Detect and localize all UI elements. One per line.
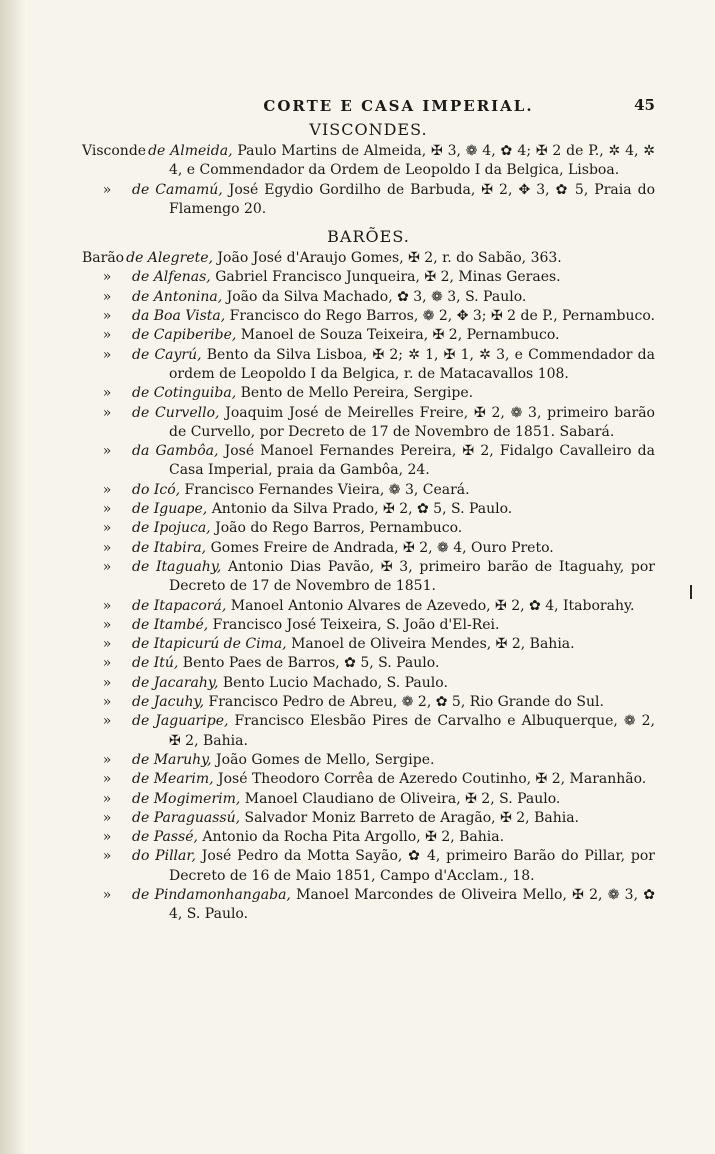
title-name: de Itapicurú de Cima, [132,636,287,653]
list-item [82,181,655,220]
title-name: do Pillar, [132,848,196,865]
ditto-mark: » [102,848,112,865]
list-item [82,616,655,635]
list-item [82,249,655,268]
ditto-mark: » [102,308,112,325]
entry-text: Francisco José Teixeira, S. João d'El-Rei. [208,616,500,633]
page-number: 45 [634,96,655,114]
entry-text: Francisco Elesbão Pires de Carvalho e Albuquerque, ❁ 2, ✠ 2, Bahia. [169,713,655,749]
ditto-mark: » [102,539,112,556]
ditto-mark: » [102,597,112,614]
title-name: de Capiberibe, [132,327,237,344]
entry-text: José Egydio Gordilho de Barbuda, ✠ 2, ✥ 3, ✿ 5, Praia do Flamengo 20. [169,181,655,217]
entry-text: Gabriel Francisco Junqueira, ✠ 2, Minas Geraes. [210,269,561,286]
title-name: de Maruhy, [132,751,212,768]
ditto-mark: » [102,288,112,305]
entry-text: Joaquim José de Meirelles Freire, ✠ 2, ❁ 3, primeiro barão de Curvello, por Decreto de 17 de Novembro de 1851. Sabará. [169,404,655,440]
title-name: de Antonina, [132,288,223,305]
ditto-mark: » [102,443,112,460]
ditto-mark: » [102,481,112,498]
list-item [82,326,655,345]
title-name: da Gambôa, [132,443,219,460]
entry-text: João da Silva Machado, ✿ 3, ❁ 3, S. Paulo. [222,288,527,305]
entry-text: Gomes Freire de Andrada, ✠ 2, ❁ 4, Ouro Preto. [206,539,554,556]
title-name: de Ipojuca, [132,520,211,537]
title-name: de Almeida, [148,143,233,159]
entry-text: José Theodoro Corrêa de Azeredo Coutinho, ✠ 2, Maranhão. [213,771,647,788]
list-item [82,539,655,558]
entry-text: João Gomes de Mello, Sergipe. [211,751,435,768]
ditto-mark: » [102,346,112,363]
list-item [82,770,655,789]
list-item [82,404,655,443]
title-name: de Jaguaripe, [132,713,229,730]
entry-text: João José d'Araujo Gomes, ✠ 2, r. do Sabão, 363. [212,250,562,267]
list-item [82,654,655,673]
title-name: de Jacarahy, [132,674,219,691]
entry-text: José Manoel Fernandes Pereira, ✠ 2, Fidalgo Cavalleiro da Casa Imperial, praia da Gambôa, 24. [169,443,655,479]
entry-text: José Pedro da Motta Sayão, ✿ 4, primeiro Barão do Pillar, por Decreto de 16 de Maio 1851, Campo d'Acclam., 18. [169,848,655,884]
list-item [82,597,655,616]
ditto-mark: » [102,269,112,286]
ditto-mark: » [102,655,112,672]
ditto-mark: » [102,751,112,768]
title-name: de Itaguahy, [132,558,222,575]
list-item [82,442,655,481]
title-name: de Alegrete, [126,250,213,267]
ditto-mark: » [102,713,112,730]
list-item [82,307,655,326]
ditto-mark: » [102,181,112,198]
title-name: de Itabira, [132,539,207,556]
list-item [82,828,655,847]
list-item [82,635,655,654]
list-item [82,886,655,925]
ditto-mark: » [102,790,112,807]
entry-text: Bento Lucio Machado, S. Paulo. [218,674,448,691]
list-item [82,268,655,287]
title-name: de Curvello, [132,404,220,421]
list-item [82,500,655,519]
entry-text: João do Rego Barros, Pernambuco. [210,520,463,537]
section-gap [82,219,655,225]
title-name: de Itambé, [132,616,209,633]
list-item [82,346,655,385]
ditto-mark: » [102,674,112,691]
ditto-mark: » [102,636,112,653]
title-name: de Paraguassú, [132,809,241,826]
title-name: da Boa Vista, [132,308,226,325]
list-item [82,847,655,886]
ditto-mark: » [102,616,112,633]
ditto-mark: » [102,501,112,518]
list-item [82,674,655,693]
list-item [82,693,655,712]
title-name: de Itapacorá, [132,597,227,614]
title-name: de Jacuhy, [132,694,205,711]
section-heading: BARÕES. [327,227,410,247]
margin-mark [690,585,692,599]
list-item [82,288,655,307]
entry-text: Paulo Martins de Almeida, ✠ 3, ❁ 4, ✿ 4; ✠ 2 de P., ✲ 4, ✲ 4, e Commendador da Ordem de Leopoldo I da Belgica, Lisboa. [169,143,655,179]
title-name: de Pindamonhangaba, [132,886,291,903]
rank-label: Barão [82,250,125,267]
entry-text: Antonio da Rocha Pita Argollo, ✠ 2, Bahia. [197,829,505,846]
ditto-mark: » [102,404,112,421]
sections [82,120,655,925]
entry-text: Manoel Claudiano de Oliveira, ✠ 2, S. Paulo. [240,790,561,807]
section-heading: VISCONDES. [309,120,428,139]
entry-text: Francisco do Rego Barros, ❁ 2, ✥ 3; ✠ 2 de P., Pernambuco. [225,308,655,325]
binding-gutter [0,0,26,1154]
entry-text: Antonio Dias Pavão, ✠ 3, primeiro barão de Itaguahy, por Decreto de 17 de Novembro de 1851. [169,558,655,595]
entry-text: Bento de Mello Pereira, Sergipe. [236,385,474,402]
list-item [82,558,655,597]
entry-text: Salvador Moniz Barreto de Aragão, ✠ 2, Bahia. [240,809,579,826]
ditto-mark: » [102,558,112,575]
ditto-mark: » [102,809,112,826]
rank-label: Visconde [82,143,147,159]
list-item [82,384,655,403]
ditto-mark: » [102,385,112,402]
entry-text: Manoel de Oliveira Mendes, ✠ 2, Bahia. [286,636,575,653]
entry-text: Bento Paes de Barros, ✿ 5, S. Paulo. [178,655,440,672]
title-name: de Camamú, [132,181,223,198]
title-name: do Icó, [132,481,181,498]
title-name: de Cotinguiba, [132,385,237,402]
title-name: de Mogimerim, [132,790,241,807]
entry-text: Manoel Marcondes de Oliveira Mello, ✠ 2, ❁ 3, ✿ 4, S. Paulo. [169,886,656,923]
title-name: de Passé, [132,829,198,846]
list-item [82,142,655,181]
entry-text: Manoel Antonio Alvares de Azevedo, ✠ 2, ✿ 4, Itaborahy. [226,597,635,614]
list-item [82,481,655,500]
ditto-mark: » [102,327,112,344]
ditto-mark: » [102,771,112,788]
entry-text: Bento da Silva Lisboa, ✠ 2; ✲ 1, ✠ 1, ✲ 3, e Commendador da ordem de Leopoldo I da Belgica, r. de Matacavallos 108. [169,346,655,382]
list-item [82,519,655,538]
ditto-mark: » [102,520,112,537]
entry-text: Francisco Pedro de Abreu, ❁ 2, ✿ 5, Rio Grande do Sul. [204,694,604,711]
list-item [82,790,655,809]
running-head: CORTE E CASA IMPERIAL. [263,97,534,115]
entry-text: Antonio da Silva Prado, ✠ 2, ✿ 5, S. Paulo. [207,501,513,518]
list-item [82,809,655,828]
title-name: de Alfenas, [132,269,211,286]
title-name: de Iguape, [132,501,208,518]
title-name: de Cayrú, [132,346,202,363]
title-name: de Mearim, [132,771,214,788]
title-name: de Itú, [132,655,179,672]
list-item [82,712,655,751]
entry-text: Francisco Fernandes Vieira, ❁ 3, Ceará. [180,481,470,498]
ditto-mark: » [102,694,112,711]
page-header [82,96,655,118]
list-item [82,751,655,770]
entry-text: Manoel de Souza Teixeira, ✠ 2, Pernambuco. [236,327,560,344]
ditto-mark: » [102,829,112,846]
ditto-mark: » [102,886,112,903]
